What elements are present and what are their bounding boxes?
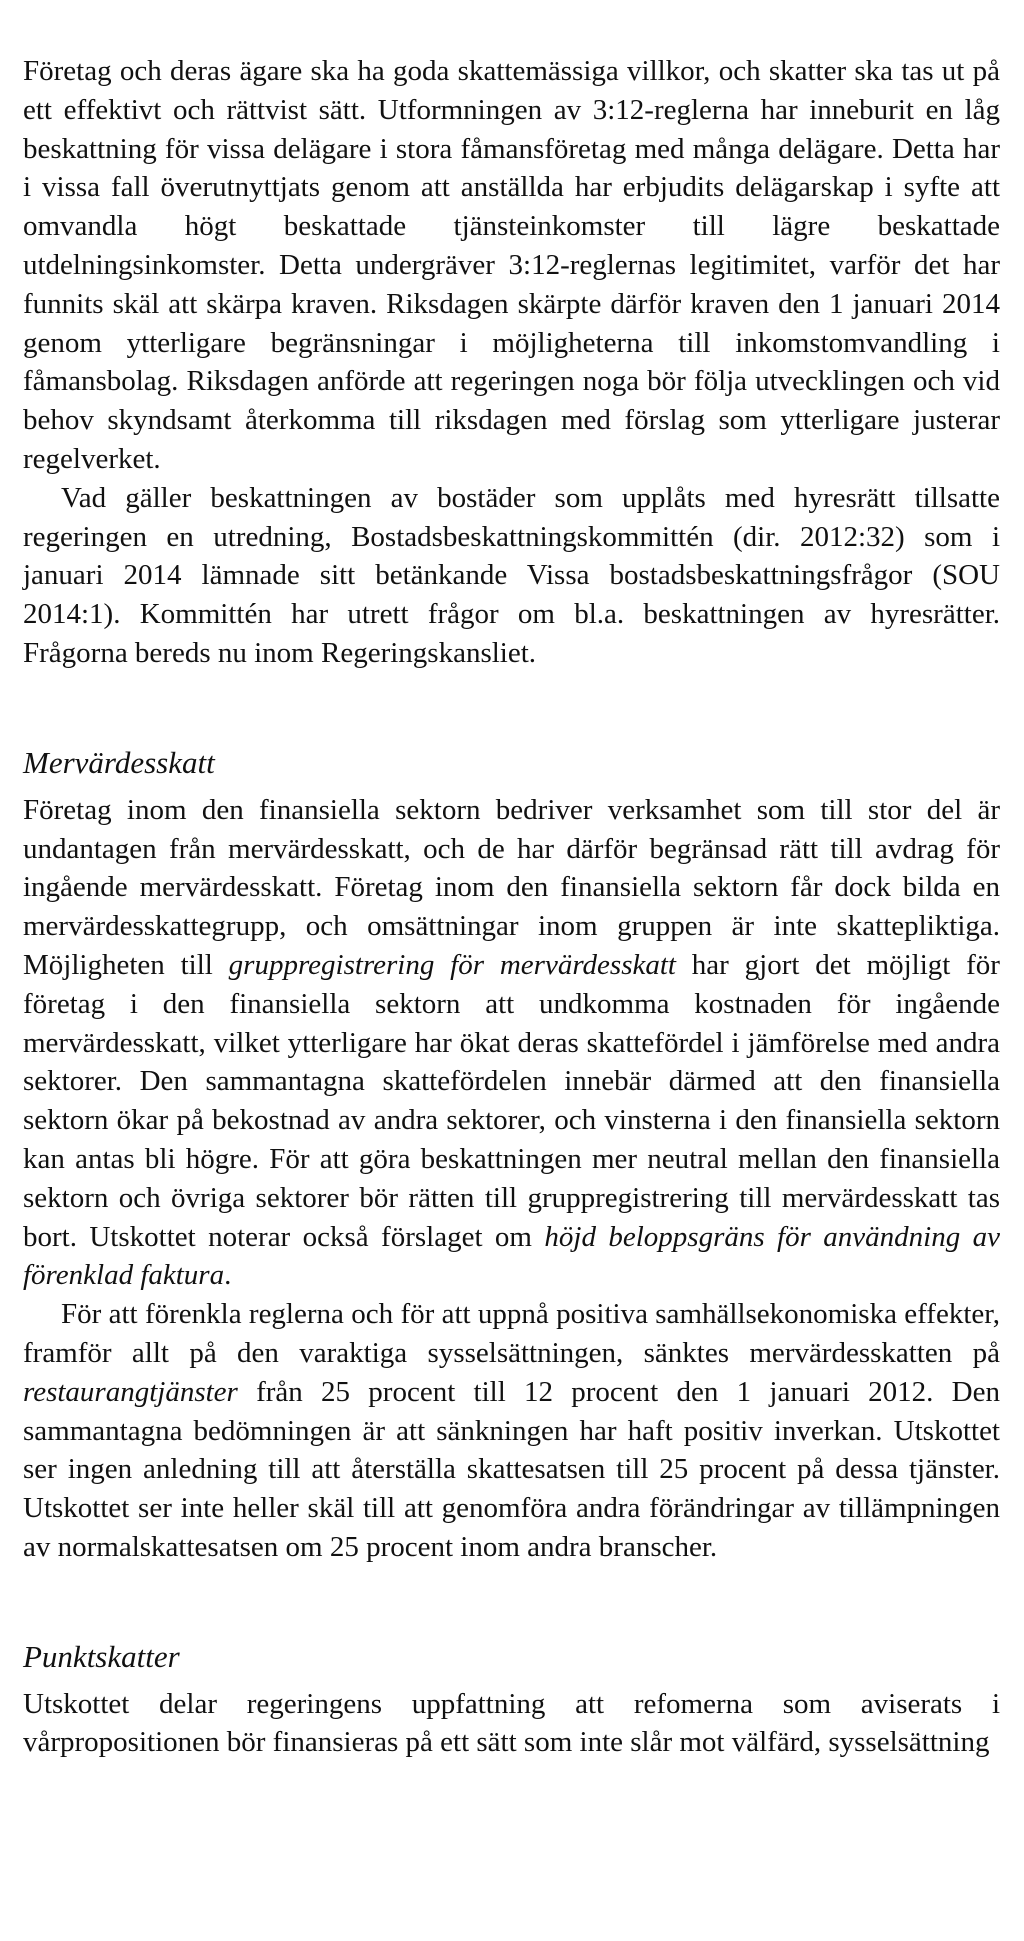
- text-span: från 25 procent till 12 procent den 1 januari 2012. Den sammantagna bedömningen är att sänkningen har haft positiv inverkan. Utskottet ser ingen anledning till att återställa skattesatsen till 25 procent på dessa tjänster. Utskottet ser inte heller skäl till att genomföra andra förändringar av tillämpningen av normalskattesatsen om 25 procent inom andra branscher.: [23, 1375, 1000, 1563]
- body-paragraph: Företag och deras ägare ska ha goda skattemässiga villkor, och skatter ska tas ut på ett effektivt och rättvist sätt. Utformningen av 3:12-reglerna har inneburit en låg beskattning för vissa delägare i stora fåmansföretag med många delägare. Detta har i vissa fall överutnyttjats genom att anställda har erbjudits delägarskap i syfte att omvandla högt beskattade tjänsteinkomster till lägre beskattade utdelningsinkomster. Detta undergräver 3:12-reglernas legitimitet, varför det har funnits skäl att skärpa kraven. Riksdagen skärpte därför kraven den 1 januari 2014 genom ytterligare begränsningar i möjligheterna till inkomstomvandling i fåmansbolag. Riksdagen anförde att regeringen noga bör följa utvecklingen och vid behov skyndsamt återkomma till riksdagen med förslag som ytterligare justerar regelverket.: [23, 55, 1000, 475]
- text-span: Företag inom den finansiella sektorn bedriver verksamhet som till stor del är undantagen från mervärdesskatt, och de har därför begränsad rätt till avdrag för ingående mervärdesskatt. Företag inom den finansiella sektorn får dock bilda en mervärdesskattegrupp, och omsättningar inom gruppen är inte skattepliktiga. Möjligheten till: [23, 793, 1000, 981]
- body-paragraph: [23, 791, 1000, 1295]
- body-paragraph: [23, 1295, 1000, 1567]
- italic-term: höjd beloppsgräns för användning av förenklad faktura: [23, 1220, 1000, 1292]
- text-span: har gjort det möjligt för företag i den finansiella sektorn att undkomma kostnaden för ingående mervärdesskatt, vilket ytterligare har ökat deras skattefördel i jämförelse med andra sektorer. Den sammantagna skattefördelen innebär därmed att den finansiella sektorn ökar på bekostnad av andra sektorer, och vinsterna i den finansiella sektorn kan antas bli högre. För att göra beskattningen mer neutral mellan den finansiella sektorn och övriga sektorer bör rätten till gruppregistrering till mervärdesskatt tas bort. Utskottet noterar också förslaget om: [23, 948, 1000, 1253]
- italic-term: gruppregistrering för mervärdesskatt: [228, 948, 676, 981]
- text-span: För att förenkla reglerna och för att uppnå positiva samhällsekonomiska effekter, framför allt på den varaktiga sysselsättningen, sänktes mervärdesskatten på: [23, 1298, 1000, 1369]
- text-span: .: [224, 1259, 232, 1292]
- section-heading-mervardesskatt: Mervärdesskatt: [23, 744, 215, 780]
- body-paragraph: Utskottet delar regeringens uppfattning att refomerna som aviserats i vårpropositionen bör finansieras på ett sätt som inte slår mot välfärd, sysselsättning: [23, 1687, 1000, 1759]
- section-heading-punktskatter: Punktskatter: [23, 1638, 180, 1674]
- italic-term: restaurangtjänster: [23, 1375, 238, 1408]
- document-page: [23, 52, 1000, 1762]
- body-paragraph: Vad gäller beskattningen av bostäder som upplåts med hyresrätt tillsatte regeringen en utredning, Bostadsbeskattningskommittén (dir. 2012:32) som i januari 2014 lämnade sitt betänkande Vissa bostadsbeskattningsfrågor (SOU 2014:1). Kommittén har utrett frågor om bl.a. beskattningen av hyresrätter. Frågorna bereds nu inom Regeringskansliet.: [23, 481, 1000, 669]
